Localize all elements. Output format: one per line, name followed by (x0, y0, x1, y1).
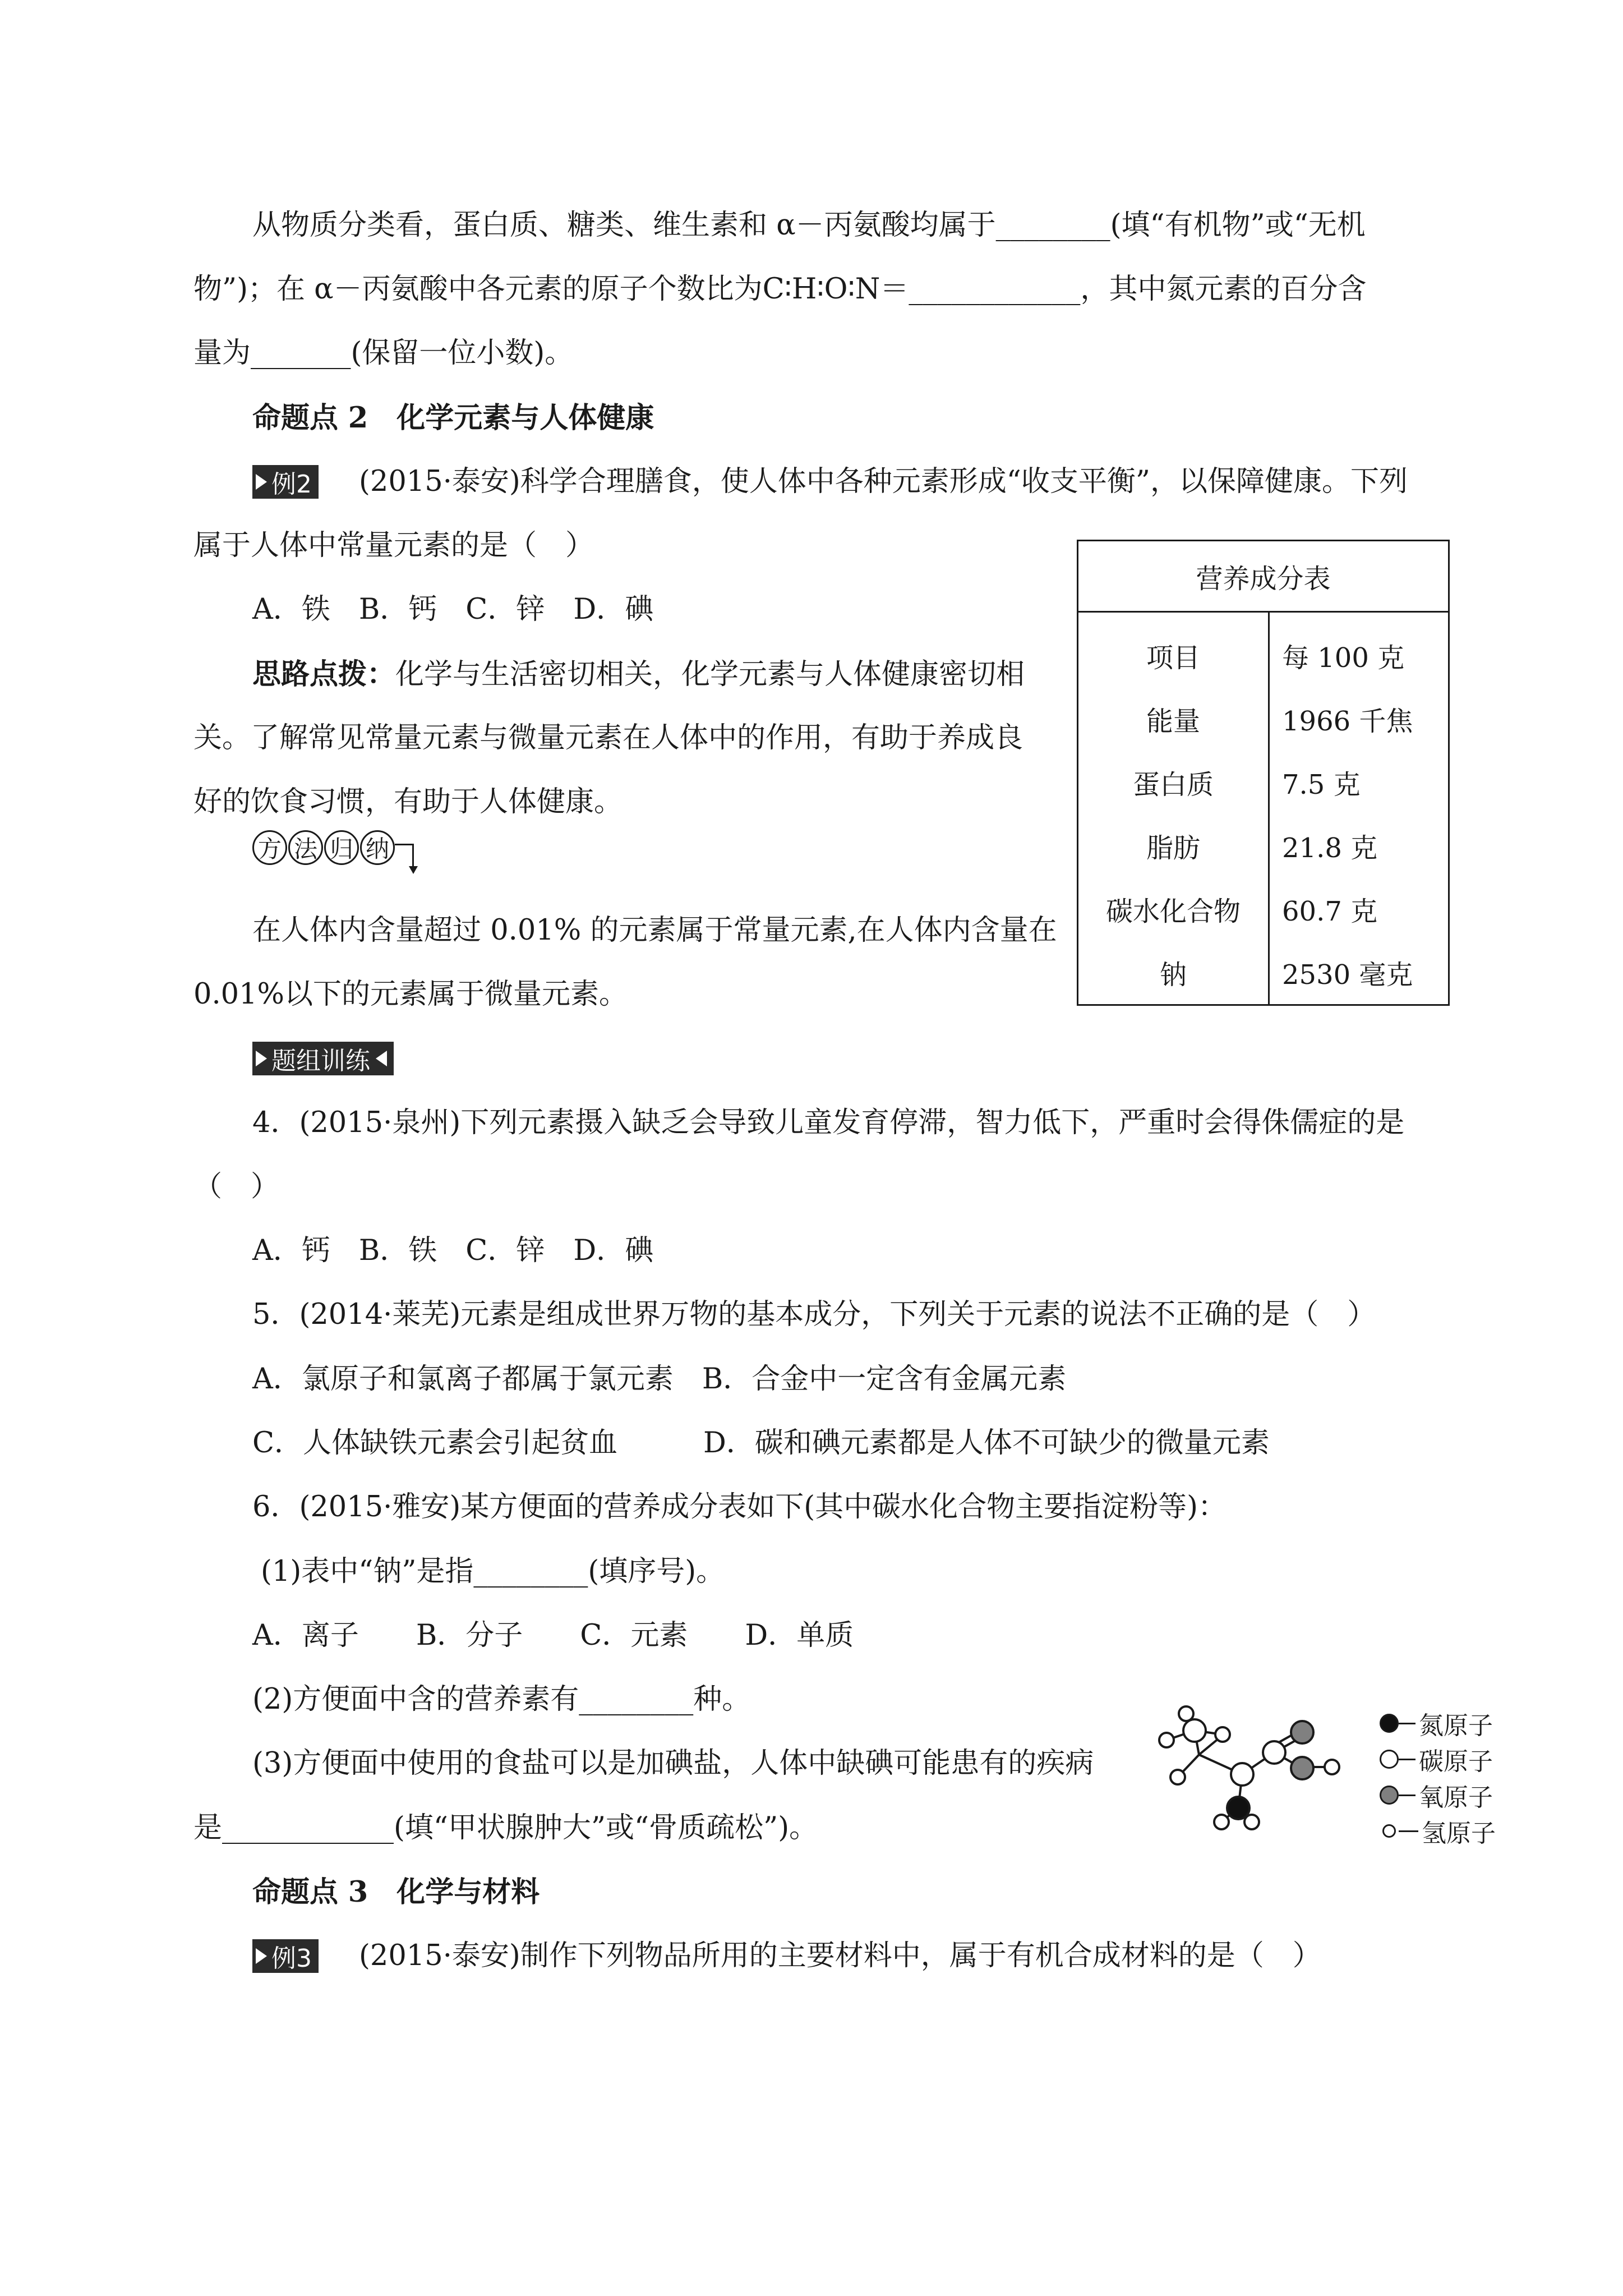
legend-item-hydrogen (1380, 1813, 1496, 1849)
oxygen-atom (1291, 1757, 1313, 1779)
carbon-atom (1263, 1741, 1285, 1764)
example2-options: A．铁 B．钙 C．锌 D．碘 (252, 593, 654, 626)
bond-stick (1399, 1830, 1418, 1832)
hydrogen-atom (1159, 1733, 1174, 1747)
carbon-swatch-icon (1380, 1750, 1399, 1769)
atom-legend (1380, 1705, 1496, 1849)
q4-line-2: （ ） (193, 1170, 280, 1203)
example2-tag (252, 464, 319, 500)
nitrogen-swatch-icon (1380, 1714, 1399, 1733)
topic2-heading: 命题点 2 化学元素与人体健康 (252, 401, 654, 435)
topic3-heading: 命题点 3 化学与材料 (252, 1875, 540, 1909)
table-cell-value: 60.7 克 (1282, 896, 1378, 927)
table-cell-value: 2530 毫克 (1282, 959, 1413, 991)
table-cell-value: 21.8 克 (1282, 832, 1378, 864)
bond-stick (1399, 1723, 1415, 1724)
table-cell-key: 蛋白质 (1078, 751, 1269, 814)
hydrogen-atom (1215, 1727, 1230, 1742)
table-cell-key: 项目 (1078, 612, 1269, 688)
legend-label: 氢原子 (1422, 1819, 1496, 1848)
reverse-play-icon (376, 1051, 387, 1066)
tips-text-1: 化学与生活密切相关，化学元素与人体健康密切相 (395, 658, 1025, 691)
method-char-3: 归 (324, 830, 359, 865)
play-icon (256, 474, 267, 490)
legend-label: 碳原子 (1419, 1747, 1493, 1776)
alanine-molecule-diagram (1144, 1688, 1368, 1851)
table-cell-key: 能量 (1078, 687, 1269, 751)
q6-sub-3-line-2: 是____________(填“甲状腺肿大”或“骨质疏松”)。 (193, 1811, 818, 1844)
q6-sub-2: (2)方便面中含的营养素有________种。 (252, 1683, 751, 1716)
tips-line-2: 关。了解常见常量元素与微量元素在人体中的作用，有助于养成良 (193, 721, 1023, 754)
legend-label: 氮原子 (1419, 1711, 1493, 1740)
example3-label: 例3 (271, 1944, 312, 1973)
carbon-atom (1183, 1719, 1206, 1742)
table-cell-value: 1966 千焦 (1282, 706, 1413, 737)
q4-options: A．钙 B．铁 C．锌 D．碘 (252, 1234, 654, 1267)
method-char-2: 法 (288, 830, 323, 865)
oxygen-swatch-icon (1380, 1786, 1399, 1805)
intro-line-2: 物”)；在 α－丙氨酸中各元素的原子个数比为C∶H∶O∶N＝____________，其中氮元素的百分含 (193, 273, 1367, 306)
example3-tag (252, 1938, 319, 1974)
tips-line-1 (252, 656, 1025, 693)
hydrogen-swatch-icon (1382, 1824, 1396, 1838)
legend-item-oxygen (1380, 1777, 1496, 1813)
legend-label: 氧原子 (1419, 1783, 1493, 1812)
example2-line-1: (2015·泰安)科学合理膳食，使人体中各种元素形成“收支平衡”，以保障健康。下列 (359, 465, 1408, 498)
bond-stick (1399, 1795, 1415, 1796)
bond-stick (1399, 1759, 1415, 1760)
oxygen-atom (1291, 1721, 1313, 1743)
q6-sub-1: (1)表中“钠”是指________(填序号)。 (261, 1555, 725, 1588)
hydrogen-atom (1214, 1815, 1229, 1829)
nutrition-table (1077, 540, 1450, 1006)
play-icon (256, 1948, 267, 1964)
q5-options-cd: C．人体缺铁元素会引起贫血 D．碳和碘元素都是人体不可缺少的微量元素 (252, 1427, 1270, 1460)
nutrition-table-caption: 营养成分表 (1078, 541, 1449, 612)
bent-arrow-icon (395, 844, 414, 866)
q6-line-1: 6．(2015·雅安)某方便面的营养成分表如下(其中碳水化合物主要指淀粉等)： (252, 1490, 1227, 1524)
legend-item-carbon (1380, 1741, 1496, 1777)
q5-line-1: 5．(2014·莱芜)元素是组成世界万物的基本成分，下列关于元素的说法不正确的是（ ） (252, 1298, 1376, 1331)
method-line-1: 在人体内含量超过 0.01% 的元素属于常量元素,在人体内含量在 (252, 914, 1057, 947)
practice-label: 题组训练 (271, 1047, 370, 1075)
method-char-4: 纳 (360, 830, 395, 865)
play-icon (256, 1051, 267, 1066)
hydrogen-atom (1170, 1770, 1185, 1784)
nitrogen-atom (1227, 1797, 1249, 1819)
carbon-atom (1231, 1763, 1253, 1786)
q6-sub-3-line-1: (3)方便面中使用的食盐可以是加碘盐，人体中缺碘可能患有的疾病 (252, 1747, 1094, 1780)
method-line-2: 0.01%以下的元素属于微量元素。 (193, 978, 628, 1011)
table-cell-value: 每 100 克 (1282, 642, 1405, 674)
q4-line-1: 4．(2015·泉州)下列元素摄入缺乏会导致儿童发育停滞，智力低下，严重时会得侏儒症的是 (252, 1106, 1405, 1139)
legend-item-nitrogen (1380, 1705, 1496, 1741)
example2-line-2: 属于人体中常量元素的是（ ） (193, 529, 594, 562)
table-cell-value: 7.5 克 (1282, 769, 1361, 800)
tips-line-3: 好的饮食习惯，有助于人体健康。 (193, 785, 623, 818)
example2-label: 例2 (271, 470, 312, 499)
intro-line-1: 从物质分类看，蛋白质、糖类、维生素和 α－丙氨酸均属于________(填“有机物”或“无机 (252, 209, 1366, 242)
table-cell-key: 脂肪 (1078, 814, 1269, 877)
example3-line-1: (2015·泰安)制作下列物品所用的主要材料中，属于有机合成材料的是（ ） (359, 1939, 1321, 1972)
table-cell-key: 碳水化合物 (1078, 877, 1269, 941)
tips-label: 思路点拨： (252, 657, 396, 691)
q5-options-ab: A．氯原子和氯离子都属于氯元素 B．合金中一定含有金属元素 (252, 1363, 1067, 1396)
table-cell-key: 钠 (1078, 941, 1269, 1005)
hydrogen-atom (1325, 1760, 1339, 1774)
method-summary-badge (252, 829, 414, 866)
practice-tag (252, 1041, 394, 1076)
method-char-1: 方 (252, 830, 287, 865)
q6-sub-1-options: A．离子 B．分子 C．元素 D．单质 (252, 1619, 854, 1652)
intro-line-3: 量为_______(保留一位小数)。 (193, 337, 574, 370)
